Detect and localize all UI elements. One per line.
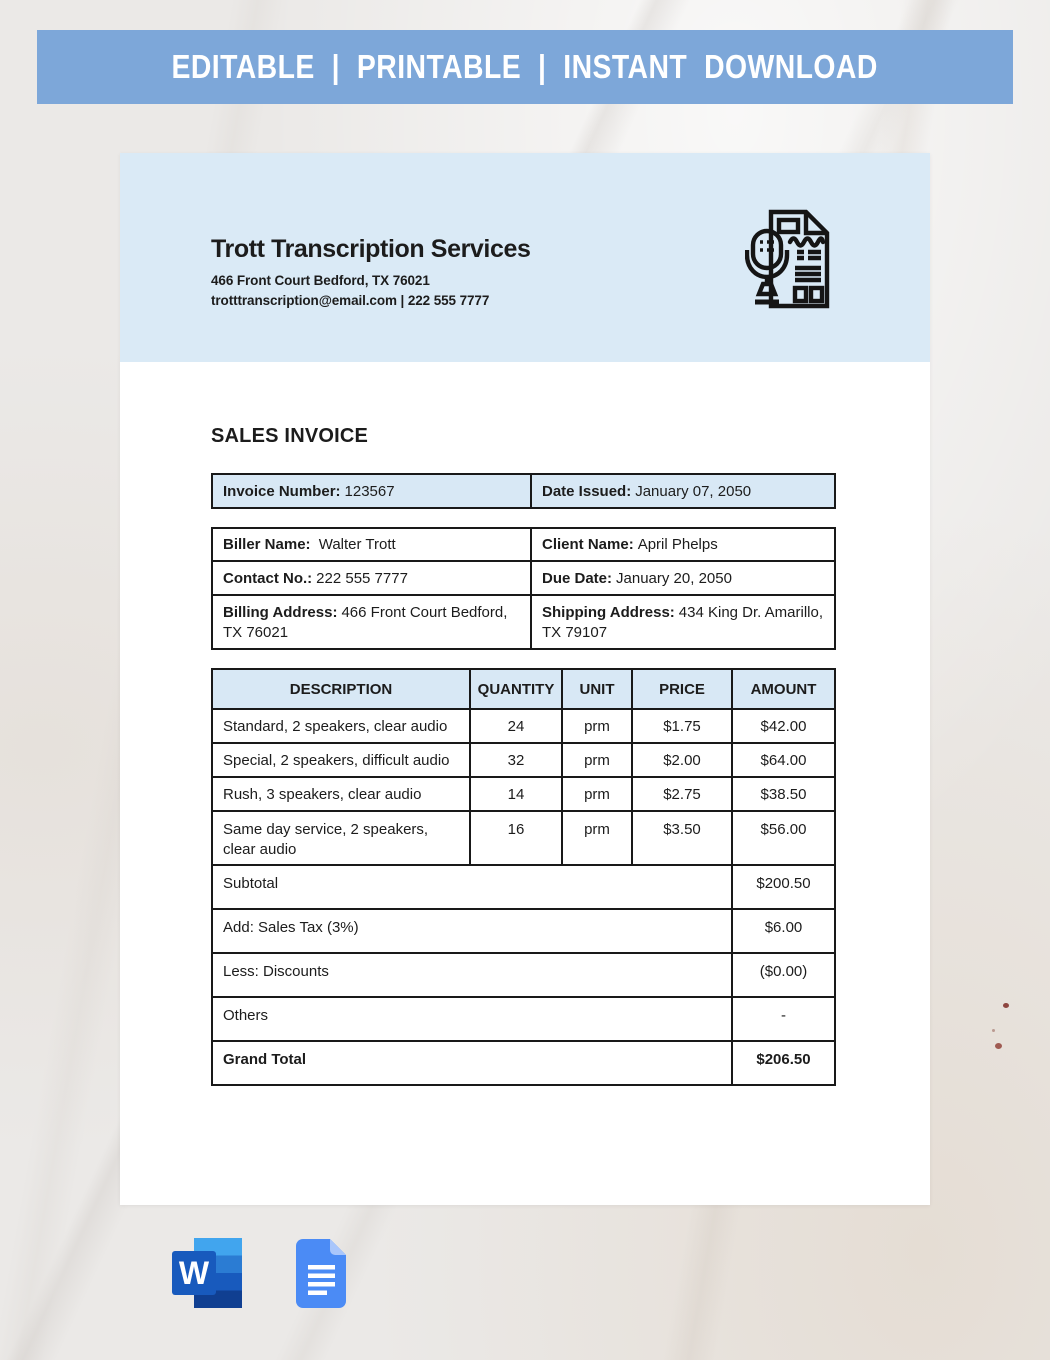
item-quantity: 24	[470, 709, 562, 743]
item-unit: prm	[562, 777, 632, 811]
sales-tax-amount: $6.00	[732, 909, 835, 953]
header-unit: UNIT	[562, 669, 632, 709]
parties-table	[211, 527, 836, 650]
invoice-number-value: 123567	[344, 482, 395, 500]
svg-text:W: W	[178, 1255, 210, 1291]
item-amount: $38.50	[732, 777, 835, 811]
discounts-amount: ($0.00)	[732, 953, 835, 997]
item-description: Same day service, 2 speakers, clear audio	[212, 811, 470, 865]
marble-speck	[995, 1043, 1002, 1049]
due-date-value: January 20, 2050	[616, 569, 732, 587]
grand-total-row	[212, 1041, 835, 1085]
client-name-label: Client Name:	[542, 536, 634, 553]
due-date-label: Due Date:	[542, 569, 613, 587]
marble-speck	[992, 1029, 995, 1032]
shipping-address-cell	[531, 595, 835, 649]
item-unit: prm	[562, 709, 632, 743]
marble-speck	[1003, 1003, 1009, 1008]
company-name: Trott Transcription Services	[211, 235, 531, 263]
item-amount: $56.00	[732, 811, 835, 865]
line-items-table	[211, 668, 836, 1086]
header-description: DESCRIPTION	[212, 669, 470, 709]
item-quantity: 32	[470, 743, 562, 777]
shipping-address-value: 434 King Dr. Amarillo, TX 79107	[542, 604, 824, 642]
company-contact: trotttranscription@email.com | 222 555 7777	[211, 292, 490, 308]
google-docs-icon[interactable]	[296, 1239, 346, 1313]
contact-no-label: Contact No.:	[223, 569, 313, 587]
grand-total-amount: $206.50	[732, 1041, 835, 1085]
item-row	[212, 743, 835, 777]
item-quantity: 16	[470, 811, 562, 865]
item-price: $2.00	[632, 743, 732, 777]
document-title: SALES INVOICE	[211, 425, 369, 447]
subtotal-row	[212, 865, 835, 909]
company-block	[211, 235, 530, 310]
client-name-cell	[531, 528, 835, 561]
subtotal-label: Subtotal	[212, 865, 732, 909]
item-row	[212, 811, 835, 865]
billing-address-cell	[212, 595, 531, 649]
item-description: Rush, 3 speakers, clear audio	[212, 777, 470, 811]
invoice-header-band	[120, 153, 930, 362]
file-format-icons	[172, 1238, 392, 1310]
promo-banner	[37, 30, 1013, 104]
biller-name-value: Walter Trott	[318, 536, 396, 553]
header-amount: AMOUNT	[732, 669, 835, 709]
client-name-value: April Phelps	[637, 536, 718, 553]
microphone-document-logo-icon	[745, 207, 833, 311]
ms-word-icon[interactable]	[172, 1238, 246, 1313]
biller-name-cell	[212, 528, 531, 561]
invoice-number-label: Invoice Number:	[223, 482, 341, 500]
sales-tax-row	[212, 909, 835, 953]
items-header-row	[212, 669, 835, 709]
item-unit: prm	[562, 811, 632, 865]
header-price: PRICE	[632, 669, 732, 709]
date-issued-value: January 07, 2050	[635, 482, 752, 500]
grand-total-label: Grand Total	[212, 1041, 732, 1085]
item-amount: $42.00	[732, 709, 835, 743]
item-row	[212, 709, 835, 743]
others-row	[212, 997, 835, 1041]
contact-no-value: 222 555 7777	[316, 569, 408, 587]
others-label: Others	[212, 997, 732, 1041]
shipping-address-label: Shipping Address:	[542, 604, 675, 621]
date-issued-cell	[531, 474, 835, 508]
item-amount: $64.00	[732, 743, 835, 777]
item-quantity: 14	[470, 777, 562, 811]
item-price: $1.75	[632, 709, 732, 743]
item-description: Standard, 2 speakers, clear audio	[212, 709, 470, 743]
header-quantity: QUANTITY	[470, 669, 562, 709]
invoice-page	[120, 153, 930, 1205]
sales-tax-label: Add: Sales Tax (3%)	[212, 909, 732, 953]
billing-address-value: 466 Front Court Bedford, TX 76021	[223, 604, 508, 642]
others-amount: -	[732, 997, 835, 1041]
invoice-number-cell	[212, 474, 531, 508]
subtotal-amount: $200.50	[732, 865, 835, 909]
promo-banner-text: EDITABLE | PRINTABLE | INSTANT DOWNLOAD	[171, 48, 879, 85]
biller-name-label: Biller Name:	[223, 536, 311, 553]
item-row	[212, 777, 835, 811]
item-description: Special, 2 speakers, difficult audio	[212, 743, 470, 777]
discounts-label: Less: Discounts	[212, 953, 732, 997]
due-date-cell	[531, 561, 835, 595]
invoice-meta-table	[211, 473, 836, 509]
item-unit: prm	[562, 743, 632, 777]
company-address: 466 Front Court Bedford, TX 76021	[211, 273, 430, 288]
billing-address-label: Billing Address:	[223, 604, 338, 621]
date-issued-label: Date Issued:	[542, 482, 632, 500]
item-price: $3.50	[632, 811, 732, 865]
discounts-row	[212, 953, 835, 997]
item-price: $2.75	[632, 777, 732, 811]
contact-no-cell	[212, 561, 531, 595]
